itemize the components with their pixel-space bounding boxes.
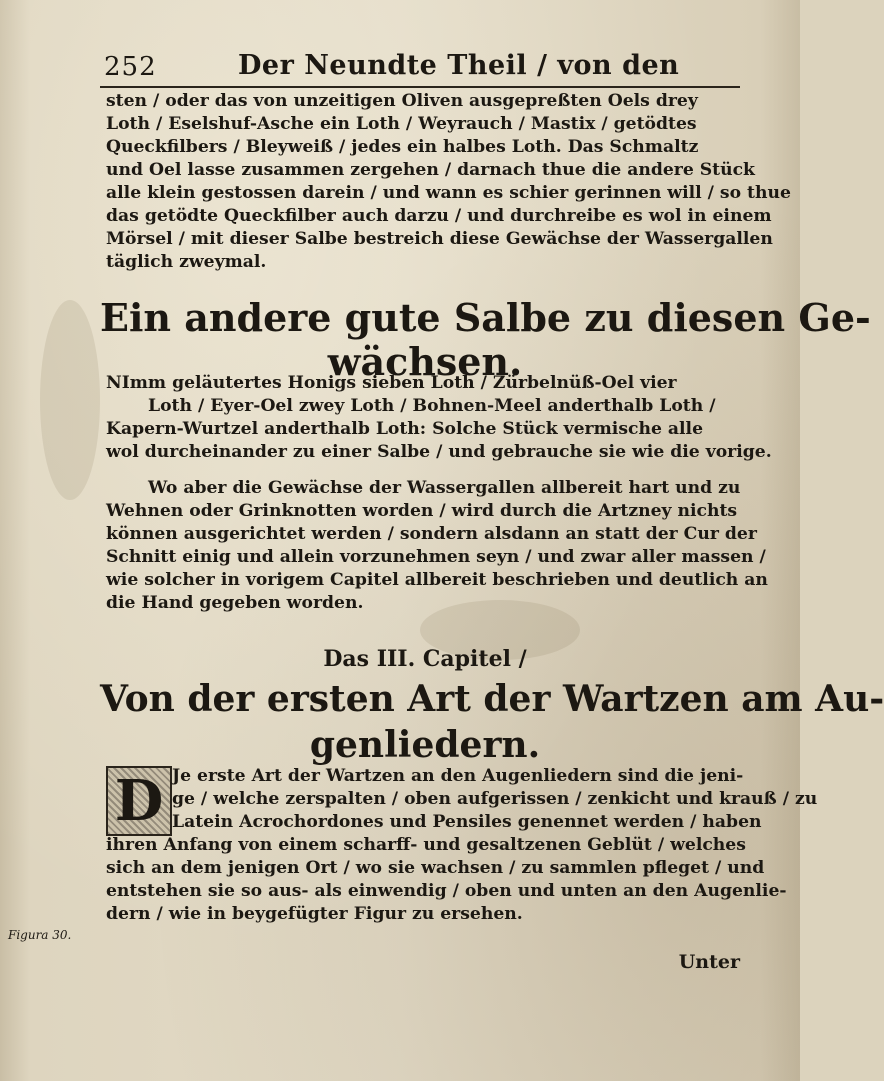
catchword: Unter (678, 951, 740, 973)
text-line: die Hand gegeben worden. (106, 593, 364, 613)
text-line: wie solcher in vorigem Capitel allbereit beschrieben und deutlich an (106, 570, 768, 590)
heading-line: genliedern. (309, 724, 541, 766)
running-title: Der Neundte Theil / von den (238, 50, 680, 81)
paragraph-hardened-growths (106, 477, 768, 615)
initial-letter: D (108, 768, 170, 834)
text-line: entstehen sie so aus- als einwendig / oben und unten an den Augenlie- (106, 881, 787, 901)
text-line: Kapern-Wurtzel anderthalb Loth: Solche Stück vermische alle (106, 419, 704, 439)
paragraph-salve-recipe-continued (106, 90, 791, 274)
text-line: können ausgerichtet werden / sondern alsdann an statt der Cur der (106, 524, 757, 544)
text-line: täglich zweymal. (106, 252, 267, 272)
paragraph-warts-eyelids (106, 765, 818, 926)
text-line: Loth / Eselshuf-Asche ein Loth / Weyrauch / Mastix / getödtes (106, 114, 697, 134)
text-line: wol durcheinander zu einer Salbe / und gebrauche sie wie die vorige. (106, 442, 772, 462)
text-line: Latein Acrochordones und Pensiles genennet werden / haben (172, 812, 762, 832)
text-line: Wo aber die Gewächse der Wassergallen allbereit hart und zu (148, 478, 741, 498)
chapter-heading (100, 676, 884, 768)
page-number: 252 (104, 52, 157, 82)
section-heading (100, 295, 871, 384)
text-line: Queckfilbers / Bleyweiß / jedes ein halbes Loth. Das Schmaltz (106, 137, 699, 157)
text-line: NImm geläutertes Honigs sieben Loth / Zürbelnüß-Oel vier (106, 373, 677, 393)
text-line: dern / wie in beygefügter Figur zu ersehen. (106, 904, 523, 924)
margin-note-figure: Figura 30. (8, 928, 72, 942)
text-line: sich an dem jenigen Ort / wo sie wachsen / zu sammlen pfleget / und (106, 858, 765, 878)
text-line: Schnitt einig und allein vorzunehmen seyn / und zwar aller massen / (106, 547, 766, 567)
text-line: Wehnen oder Grinknotten worden / wird durch die Artzney nichts (106, 501, 738, 521)
text-line: ge / welche zerspalten / oben aufgerissen / zenkicht und krauß / zu (172, 789, 818, 809)
text-line: Je erste Art der Wartzen an den Augenliedern sind die jeni- (172, 766, 744, 786)
heading-line: Ein andere gute Salbe zu diesen Ge- (100, 295, 871, 340)
heading-line: Von der ersten Art der Wartzen am Au- (100, 678, 884, 720)
text-line: Mörsel / mit dieser Salbe bestreich diese Gewächse der Wassergallen (106, 229, 773, 249)
text-line: Loth / Eyer-Oel zwey Loth / Bohnen-Meel anderthalb Loth / (148, 396, 716, 416)
chapter-label: Das III. Capitel / (323, 646, 527, 672)
text-line: das getödte Queckfilber auch darzu / und durchreibe es wol in einem (106, 206, 772, 226)
text-line: sten / oder das von unzeitigen Oliven ausgepreßten Oels drey (106, 91, 698, 111)
text-line: alle klein gestossen darein / und wann es schier gerinnen will / so thue (106, 183, 791, 203)
text-line: und Oel lasse zusammen zergehen / darnach thue die andere Stück (106, 160, 755, 180)
page-header (100, 48, 740, 88)
text-line: ihren Anfang von einem scharff- und gesaltzenen Geblüt / welches (106, 835, 746, 855)
paragraph-second-salve (106, 372, 772, 464)
paper-stain (40, 300, 100, 500)
heading-line: wächsen. (327, 339, 523, 384)
